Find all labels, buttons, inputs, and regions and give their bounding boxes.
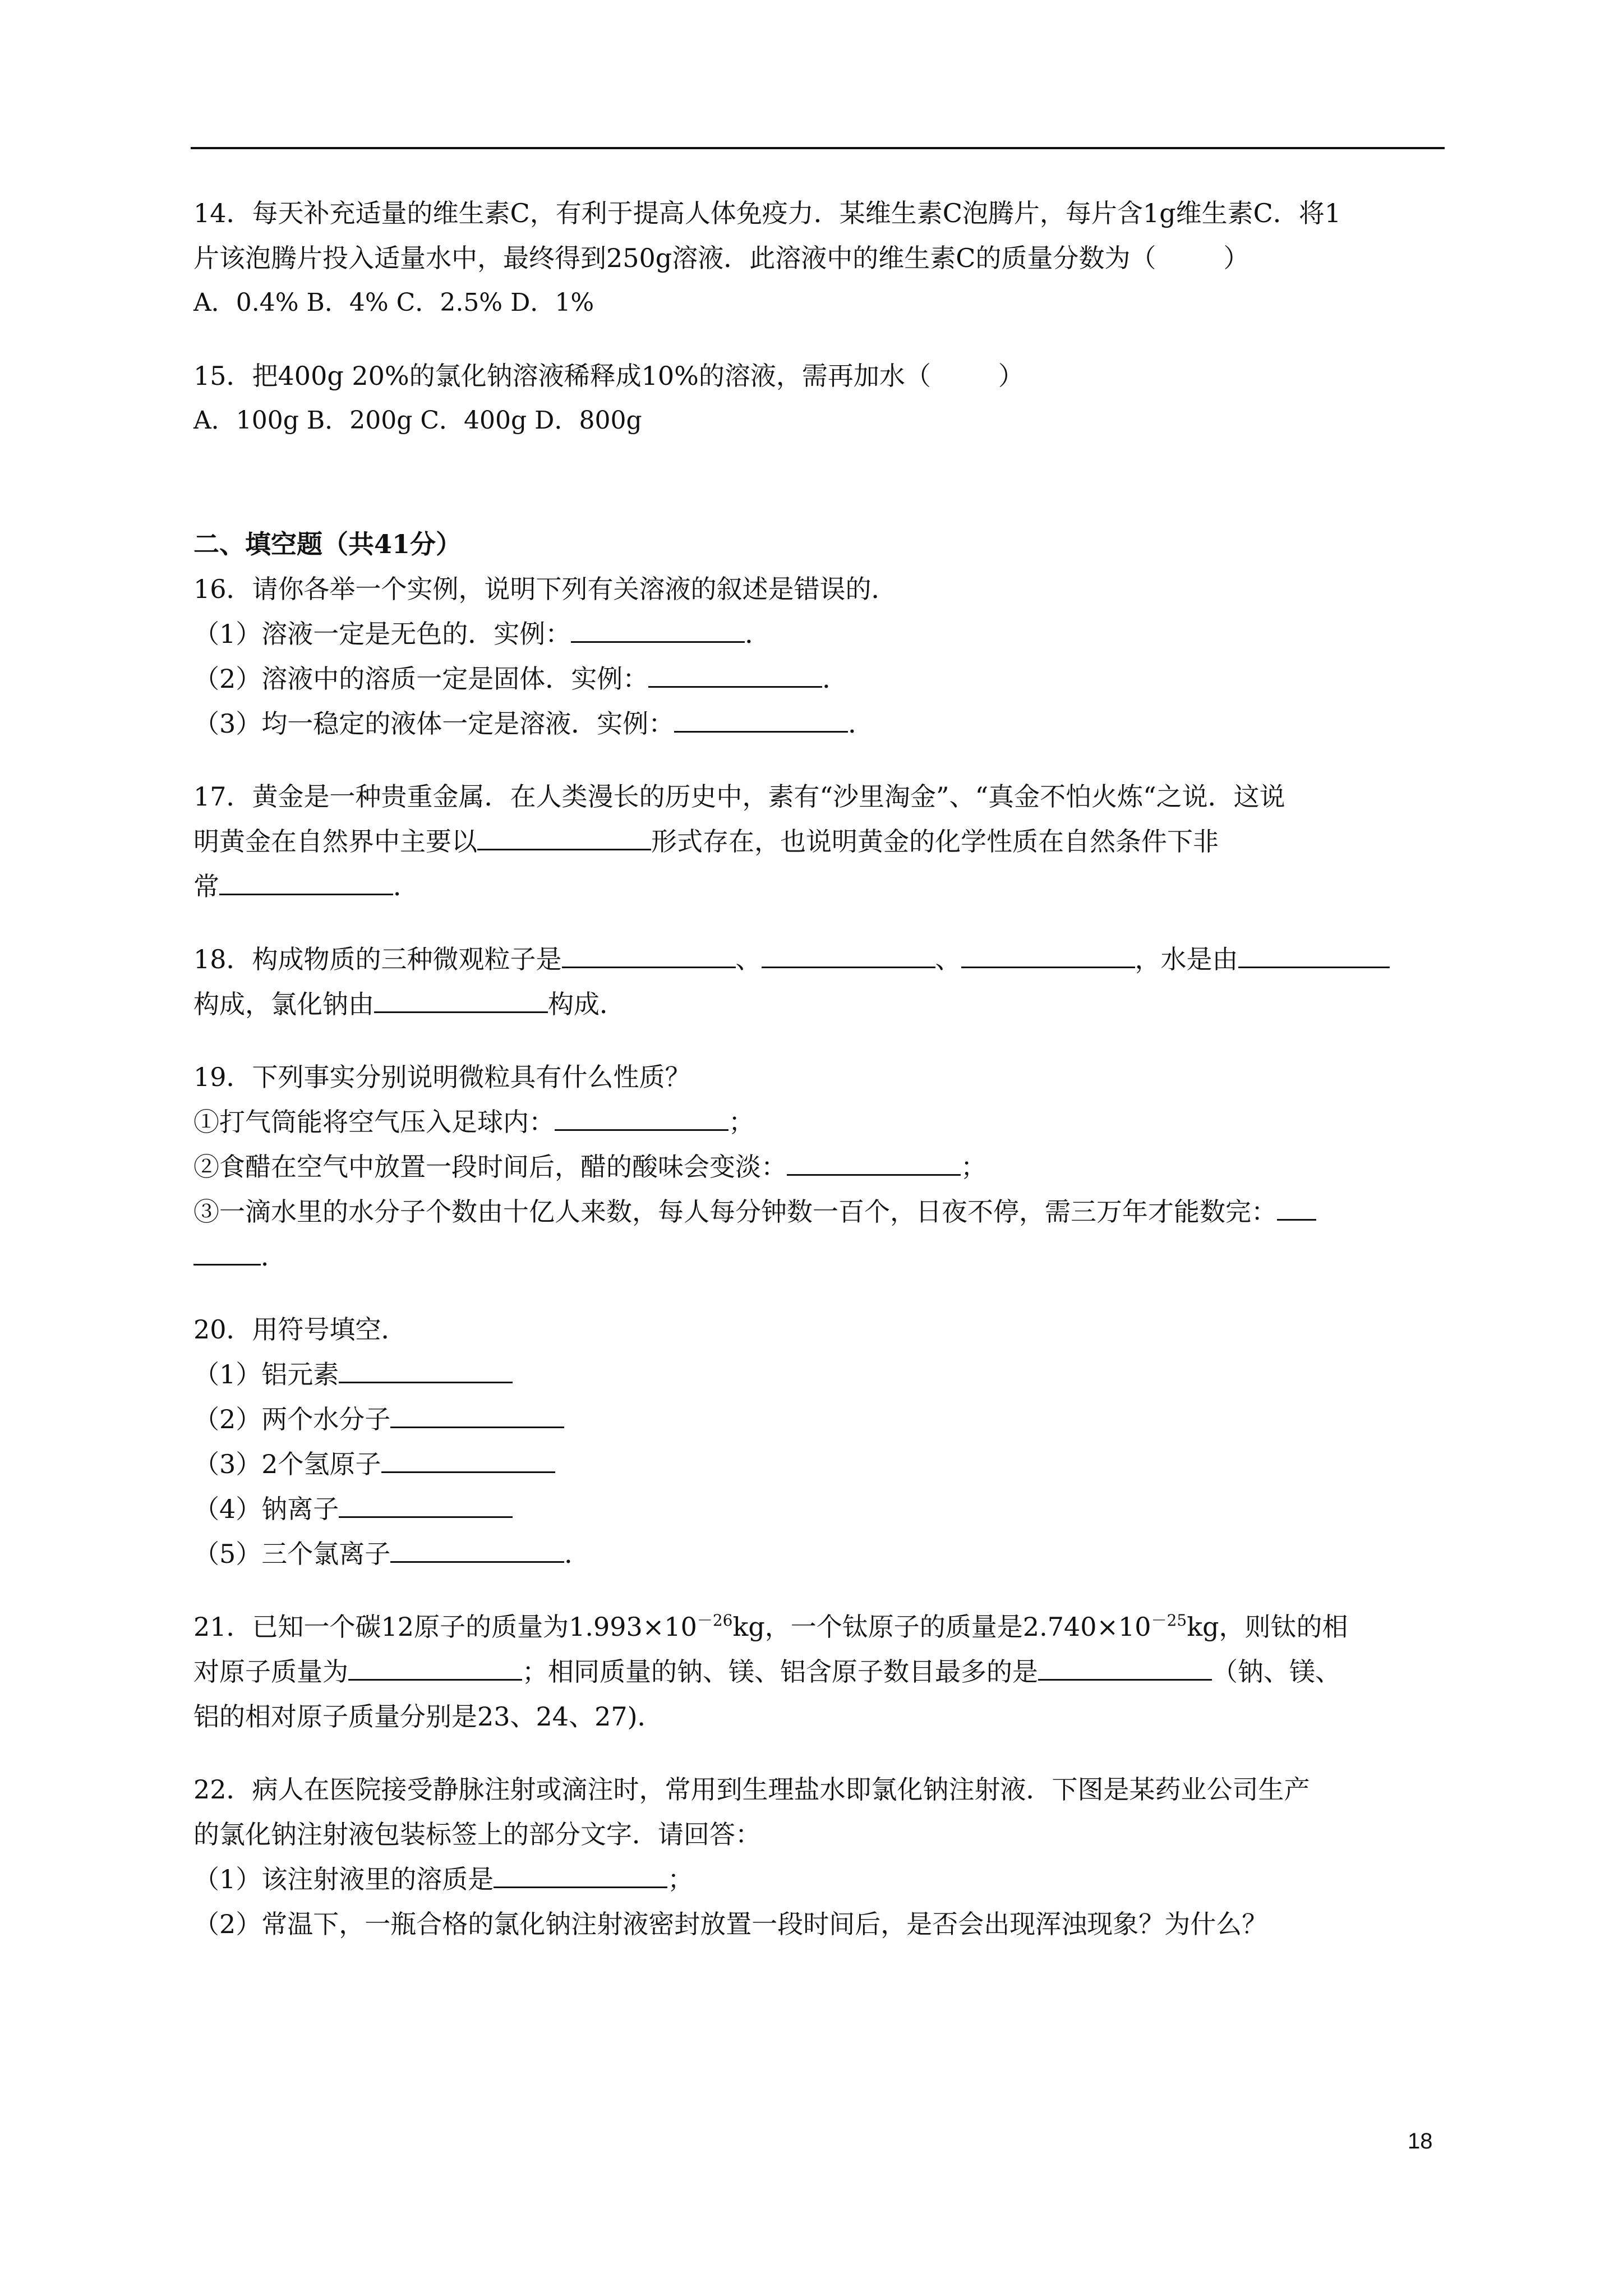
question-16 <box>193 567 1450 746</box>
question-text: （钠、镁、 <box>1212 1657 1341 1687</box>
question-text: 构成，氯化钠由 <box>193 989 374 1019</box>
exponent: －26 <box>697 1611 733 1630</box>
answer-blank[interactable] <box>390 1539 564 1563</box>
sub-item-text: （1）该注射液里的溶质是 <box>193 1864 494 1894</box>
spacer <box>193 471 1450 522</box>
sub-item <box>193 656 1450 701</box>
answer-blank[interactable] <box>1238 944 1390 968</box>
separator: 、 <box>935 944 961 974</box>
page-number: 18 <box>1408 2129 1433 2154</box>
sub-item: （2）常温下，一瓶合格的氯化钠注射液密封放置一段时间后，是否会出现浑浊现象？为什么？ <box>193 1909 1268 1939</box>
sub-item <box>193 1857 1450 1902</box>
sub-item-text: （1）铝元素 <box>193 1359 339 1389</box>
period: ． <box>848 708 874 739</box>
answer-blank[interactable] <box>787 1152 961 1176</box>
question-text-line <box>193 1649 1450 1694</box>
close-paren: ） <box>998 361 1024 391</box>
answer-blank[interactable] <box>494 1864 667 1888</box>
question-19 <box>193 1055 1450 1279</box>
sub-item <box>193 611 1450 656</box>
answer-blank[interactable] <box>562 944 736 968</box>
sub-item-text: （3）2个氢原子 <box>193 1449 381 1479</box>
sub-item-text: （2）溶液中的溶质一定是固体．实例： <box>193 664 649 694</box>
question-text: 构成． <box>548 989 625 1019</box>
answer-blank[interactable] <box>762 944 935 968</box>
answer-blank[interactable] <box>339 1494 513 1518</box>
question-text-line <box>193 1604 1450 1649</box>
question-text: 15．把400g 20%的氯化钠溶液稀释成10%的溶液，需再加水（ <box>193 361 931 391</box>
sub-item-text: ①打气筒能将空气压入足球内： <box>193 1107 555 1137</box>
sub-item-text: （1）溶液一定是无色的．实例： <box>193 619 571 649</box>
answer-blank[interactable] <box>674 708 848 733</box>
period: ． <box>564 1539 591 1569</box>
period: ． <box>393 871 419 901</box>
question-text: 铝的相对原子质量分别是23、24、27)． <box>193 1701 663 1732</box>
answer-blank[interactable] <box>339 1359 513 1383</box>
sub-item-text: ③一滴水里的水分子个数由十亿人来数，每人每分钟数一百个，日夜不停，需三万年才能数完： <box>193 1197 1277 1227</box>
answer-blank[interactable] <box>381 1449 555 1473</box>
question-text: 的氯化钠注射液包装标签上的部分文字．请回答： <box>193 1819 761 1849</box>
question-text: 21．已知一个碳12原子的质量为1.993×10 <box>193 1612 697 1642</box>
exponent: －25 <box>1151 1611 1187 1630</box>
question-15 <box>193 353 1450 443</box>
sub-item <box>193 1442 1450 1487</box>
question-17 <box>193 774 1450 909</box>
question-text-line <box>193 236 1450 280</box>
answer-blank[interactable] <box>555 1107 728 1131</box>
sub-item <box>193 1189 1450 1234</box>
question-22 <box>193 1767 1450 1947</box>
answer-blank[interactable] <box>193 1241 261 1266</box>
question-text: 16．请你各举一个实例，说明下列有关溶液的叙述是错误的． <box>193 574 897 604</box>
period: ． <box>822 664 849 694</box>
sub-item-text: （5）三个氯离子 <box>193 1539 391 1569</box>
question-text: 14．每天补充适量的维生素C，有利于提高人体免疫力．某维生素C泡腾片，每片含1g维生素C．将1 <box>193 198 1341 228</box>
options: A．100g B．200g C．400g D．800g <box>193 406 642 435</box>
answer-blank[interactable] <box>1277 1197 1316 1221</box>
period: ． <box>745 619 771 649</box>
answer-blank[interactable] <box>219 871 393 895</box>
header-rule <box>191 147 1445 149</box>
answer-blank[interactable] <box>390 1404 564 1428</box>
sub-item <box>193 1099 1450 1144</box>
question-text: ，水是由 <box>1135 944 1238 974</box>
answer-blank[interactable] <box>477 826 651 850</box>
sub-item <box>193 1487 1450 1531</box>
question-text-line <box>193 819 1450 864</box>
question-21 <box>193 1604 1450 1739</box>
answer-blank[interactable] <box>374 989 548 1013</box>
options: A．0.4% B．4% C．2.5% D．1% <box>193 288 594 317</box>
page-content <box>193 191 1450 1975</box>
sub-item <box>193 701 1450 746</box>
semicolon: ； <box>728 1107 754 1137</box>
answer-blank[interactable] <box>348 1657 522 1681</box>
question-text: 22．病人在医院接受静脉注射或滴注时，常用到生理盐水即氯化钠注射液．下图是某药业公司生产 <box>193 1774 1310 1805</box>
answer-blank[interactable] <box>1038 1657 1212 1681</box>
sub-item <box>193 1352 1450 1397</box>
question-text-line <box>193 864 1450 909</box>
answer-blank[interactable] <box>961 944 1135 968</box>
period: ． <box>261 1241 287 1272</box>
sub-item-text: （3）均一稳定的液体一定是溶液．实例： <box>193 708 675 739</box>
sub-item-continuation <box>193 1234 1450 1279</box>
question-text: 20．用符号填空． <box>193 1314 407 1345</box>
sub-item <box>193 1531 1450 1576</box>
sub-item-text: （4）钠离子 <box>193 1494 339 1524</box>
question-20 <box>193 1307 1450 1576</box>
question-text: 常 <box>193 871 219 901</box>
sub-item <box>193 1397 1450 1442</box>
question-text: 19．下列事实分别说明微粒具有什么性质？ <box>193 1062 691 1092</box>
sub-item <box>193 1144 1450 1189</box>
question-14 <box>193 191 1450 325</box>
semicolon: ； <box>961 1152 986 1182</box>
question-text: kg，一个钛原子的质量是2.740×10 <box>732 1612 1151 1642</box>
question-text: 对原子质量为 <box>193 1657 348 1687</box>
sub-item-text: （2）两个水分子 <box>193 1404 391 1434</box>
answer-blank[interactable] <box>571 619 745 643</box>
question-text: kg，则钛的相 <box>1187 1612 1348 1642</box>
semicolon: ； <box>667 1864 694 1894</box>
question-text-line <box>193 982 1450 1027</box>
answer-blank[interactable] <box>648 664 822 688</box>
question-text: 明黄金在自然界中主要以 <box>193 826 477 857</box>
section-heading: 二、填空题（共41分） <box>193 529 462 559</box>
question-text: 17．黄金是一种贵重金属．在人类漫长的历史中，素有“沙里淘金”、“真金不怕火炼“之说．这说 <box>193 781 1285 812</box>
question-18 <box>193 937 1450 1027</box>
question-text: 片该泡腾片投入适量水中，最终得到250g溶液．此溶液中的维生素C的质量分数为（ <box>193 243 1156 273</box>
sub-item-text: ②食醋在空气中放置一段时间后，醋的酸味会变淡： <box>193 1152 787 1182</box>
question-text: 形式存在，也说明黄金的化学性质在自然条件下非 <box>651 826 1219 857</box>
question-text: ；相同质量的钠、镁、铝含原子数目最多的是 <box>522 1657 1038 1687</box>
question-text: 18．构成物质的三种微观粒子是 <box>193 944 562 974</box>
question-text-line <box>193 937 1450 982</box>
separator: 、 <box>735 944 762 974</box>
question-text-line <box>193 353 1450 398</box>
close-paren: ） <box>1223 243 1249 273</box>
